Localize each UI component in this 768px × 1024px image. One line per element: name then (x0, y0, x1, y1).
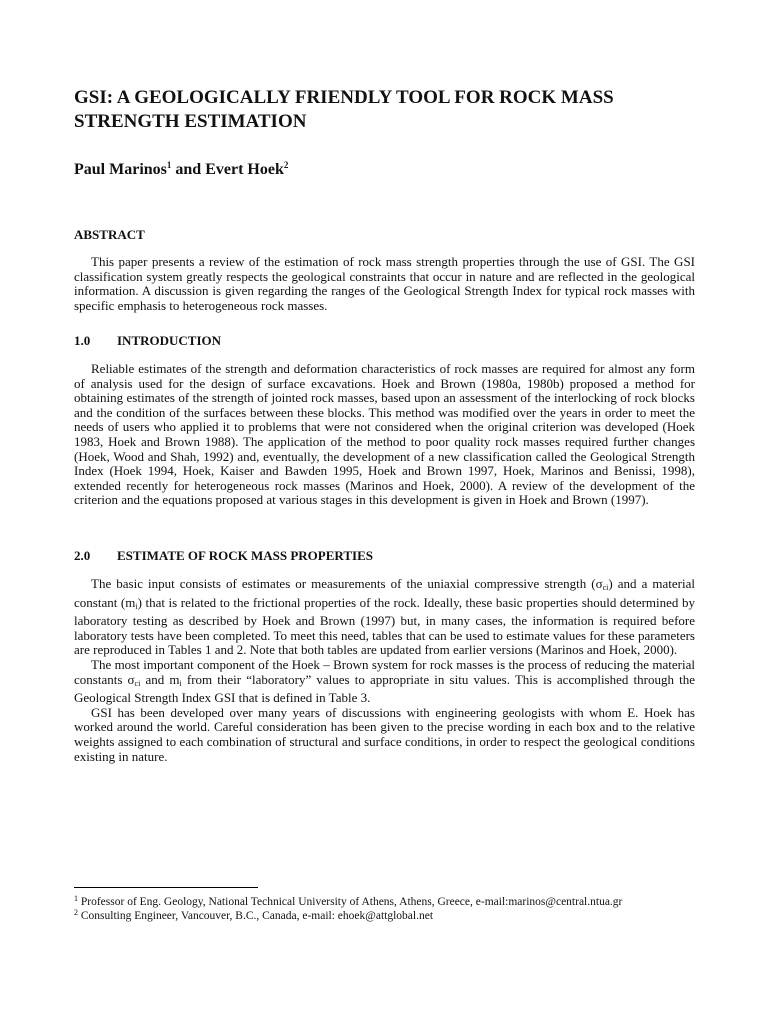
author-line (74, 160, 288, 179)
footnote-divider (74, 887, 258, 888)
text-run: and m (140, 671, 180, 687)
subscript-i: i (135, 601, 138, 611)
abstract-paragraph: This paper presents a review of the estimation of rock mass strength properties through the use of GSI. The GSI classification system greatly respects the geological constraints that occur in nature and are reflected in the geological information. A discussion is given regarding the ranges of the Geological Strength Index for typical rock masses with specific emphasis to heterogeneous rock masses. (74, 254, 695, 313)
section-2-paragraph-1 (74, 577, 695, 658)
author-1-affiliation-mark: 1 (166, 160, 172, 170)
text-run: The most important component of the Hoek – Brown system for rock masses is the process of reducing the material constants σ (74, 656, 695, 687)
section-1-heading (74, 333, 221, 349)
text-run: from their “laboratory” values to appropriate in situ values. This is accomplished through the Geological Strength Index GSI that is defined in Table 3. (74, 671, 695, 706)
footnote-1-mark: 1 (74, 894, 78, 903)
author-1: Paul Marinos (74, 161, 167, 178)
footnote-2-text: Consulting Engineer, Vancouver, B.C., Canada, e-mail: ehoek@attglobal.net (78, 910, 434, 922)
subscript-ci: ci (602, 583, 609, 592)
footnote-2 (74, 906, 433, 923)
author-2-affiliation-mark: 2 (283, 160, 289, 170)
paper-title: GSI: A GEOLOGICALLY FRIENDLY TOOL FOR ROCK MASS STRENGTH ESTIMATION (74, 87, 614, 132)
footnote-2-mark: 2 (74, 908, 78, 917)
text-run: ) that is related to the frictional properties of the rock. Ideally, these basic properties should determined by laboratory testing as described by Hoek and Brown (1997) but, in many cases, the information is required before laboratory tests have been completed. To meet this need, tables that can be used to estimate values for these parameters are reproduced in Tables 1 and 2. Note that both tables are updated from earlier versions (Marinos and Hoek, 2000). (74, 594, 695, 658)
abstract-body (74, 255, 695, 313)
section-1-body (74, 362, 695, 508)
subscript-ci: ci (134, 678, 141, 688)
introduction-paragraph: Reliable estimates of the strength and deformation characteristics of rock masses are required for almost any form of analysis used for the design of surface excavations. Hoek and Brown (1980a, 1980b) proposed a method for obtaining estimates of the strength of jointed rock masses, based upon an assessment of the interlocking of rock blocks and the condition of the surfaces between these blocks. This method was modified over the years in order to meet the needs of users who applied it to problems that were not considered when the original criterion was developed (Hoek 1983, Hoek and Brown 1988). The application of the method to poor quality rock masses required further changes (Hoek, Wood and Shah, 1992) and, eventually, the development of a new classification called the Geological Strength Index (Hoek 1994, Hoek, Kaiser and Bawden 1995, Hoek and Brown 1997, Hoek, Marinos and Benissi, 1998), extended recently for heterogeneous rock masses (Marinos and Hoek, 2000). A review of the development of the criterion and the equations proposed at various stages in this development is given in Hoek and Brown (1997). (74, 361, 695, 508)
section-2-paragraph-3: GSI has been developed over many years of discussions with engineering geologists with whom E. Hoek has worked around the world. Careful consideration has been given to the precise wording in each box and to the relative weights assigned to each combination of structural and surface conditions, in order to respect the geological conditions existing in nature. (74, 704, 695, 764)
author-conjunction: and (171, 161, 206, 178)
section-2-paragraph-2 (74, 658, 695, 706)
text-run: The basic input consists of estimates or measurements of the uniaxial compressive strength (σ (91, 576, 603, 591)
abstract-heading: ABSTRACT (74, 227, 145, 242)
section-1-title: INTRODUCTION (117, 333, 222, 348)
subscript-i: i (179, 678, 182, 688)
section-2-heading (74, 548, 373, 564)
section-2-title: ESTIMATE OF ROCK MASS PROPERTIES (117, 548, 373, 563)
text-run: ) and a material constant (m (74, 576, 695, 610)
footnote-1-text: Professor of Eng. Geology, National Technical University of Athens, Athens, Greece, e-mail:marinos@central.ntua.gr (78, 896, 623, 908)
author-2: Evert Hoek (205, 161, 284, 178)
section-1-number: 1.0 (74, 333, 91, 348)
section-2-body (74, 577, 695, 764)
section-2-number: 2.0 (74, 548, 91, 563)
